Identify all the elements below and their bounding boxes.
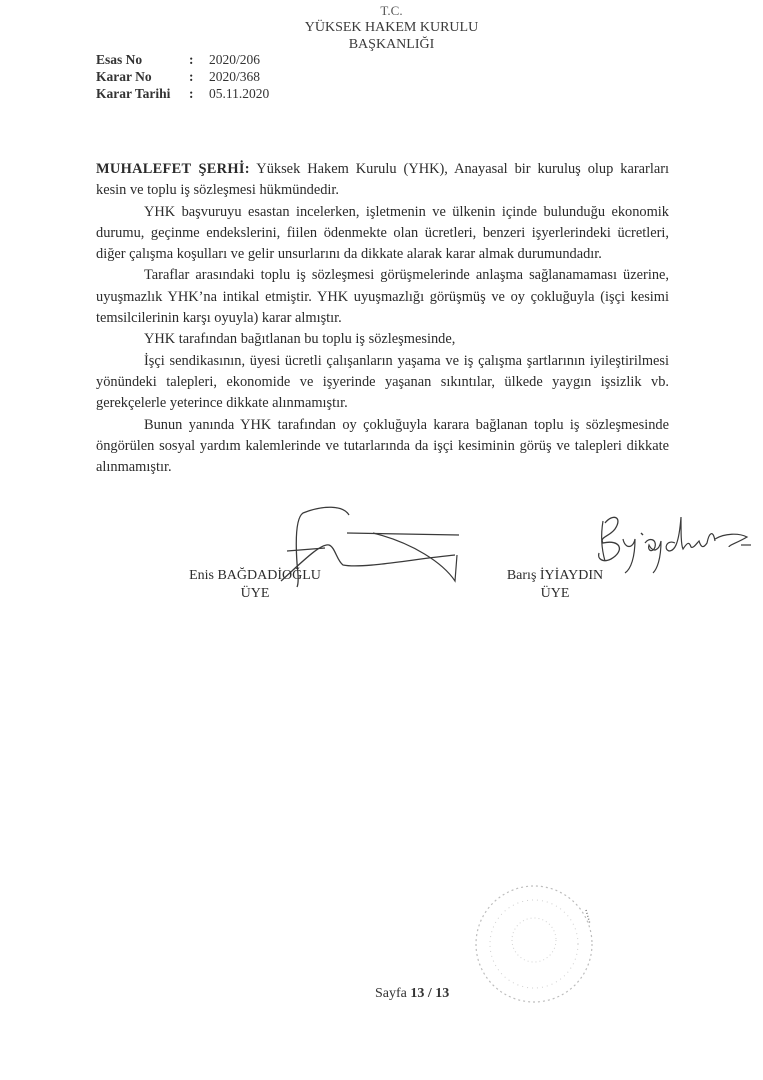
meta-label: Karar No — [96, 69, 152, 84]
meta-row-karar — [96, 68, 269, 85]
header-tc: T.C. — [380, 3, 403, 18]
meta-value: 05.11.2020 — [209, 86, 270, 101]
official-seal-stamp-icon — [468, 880, 598, 1008]
signature-block-right — [458, 503, 668, 613]
paragraph-1 — [96, 159, 669, 202]
meta-value: 2020/368 — [209, 69, 261, 84]
meta-colon: : — [189, 69, 194, 84]
paragraph-2: YHK başvuruyu esastan incelerken, işletmenin ve ülkenin içinde bulunduğu ekonomik durumu, geçinme endekslerini, fiilen ödenmekte olan ücretleri, benzeri işyerlerindeki ücretleri, diğer çalışma koşulları ve gelir unsurlarını da dikkate alarak karar almak durumundadır. — [96, 203, 669, 263]
signatory-role: ÜYE — [540, 586, 570, 601]
header-department: BAŞKANLIĞI — [348, 37, 435, 52]
meta-colon: : — [189, 52, 194, 67]
dissent-heading: MUHALEFET ŞERHİ: — [96, 161, 250, 177]
meta-label: Karar Tarihi — [96, 86, 171, 101]
paragraph-5: İşçi sendikasının, üyesi ücretli çalışanların yaşama ve iş çalışma şartlarının iyileştirilmesi yönündeki talepleri, ekonomide ve işyerinde yaşanan sıkıntılar, ülkede yaygın işsizlik vb. gerekçelerle yeterince dikkate alınmamıştır. — [96, 352, 669, 412]
paragraph-3: Taraflar arasındaki toplu iş sözleşmesi görüşmelerinde anlaşma sağlanamaması üzerine, uyuşmazlık YHK’na intikal etmiştir. YHK uyuşmazlığı görüşmüş ve oy çokluğuyla (işçi kesimi temsilcilerinin karşı oyuyla) karar almıştır. — [96, 267, 669, 327]
paragraph-6: Bunun yanında YHK tarafından oy çokluğuyla karara bağlanan toplu iş sözleşmesinde öngörülen sosyal yardım kalemlerinde ve tutarlarında da işçi kesiminin görüş ve talepleri dikkate alınmamıştır. — [96, 416, 669, 476]
dissent-opinion-body — [96, 159, 669, 478]
meta-row-tarih — [96, 85, 269, 102]
meta-value: 2020/206 — [209, 52, 261, 67]
meta-label: Esas No — [96, 52, 143, 67]
case-metadata — [96, 51, 269, 102]
page-label: Sayfa — [375, 986, 411, 1001]
page-count: 13 / 13 — [410, 986, 450, 1001]
signature-block-left — [148, 503, 378, 613]
paragraph-1-text: Yüksek Hakem Kurulu (YHK), Anayasal bir kuruluş olup kararları kesin ve toplu iş sözleşmesi hükmündedir. — [96, 161, 670, 199]
document-header — [0, 2, 763, 53]
meta-colon: : — [189, 86, 194, 101]
signatory-name: Barış İYİAYDIN — [506, 568, 604, 583]
header-organization: YÜKSEK HAKEM KURULU — [304, 20, 479, 35]
signatory-name: Enis BAĞDADİOĞLU — [189, 568, 321, 583]
meta-row-esas — [96, 51, 269, 68]
paragraph-4: YHK tarafından bağıtlanan bu toplu iş sözleşmesinde, — [144, 331, 456, 348]
signatory-role: ÜYE — [240, 586, 270, 601]
page-number — [375, 986, 449, 1002]
